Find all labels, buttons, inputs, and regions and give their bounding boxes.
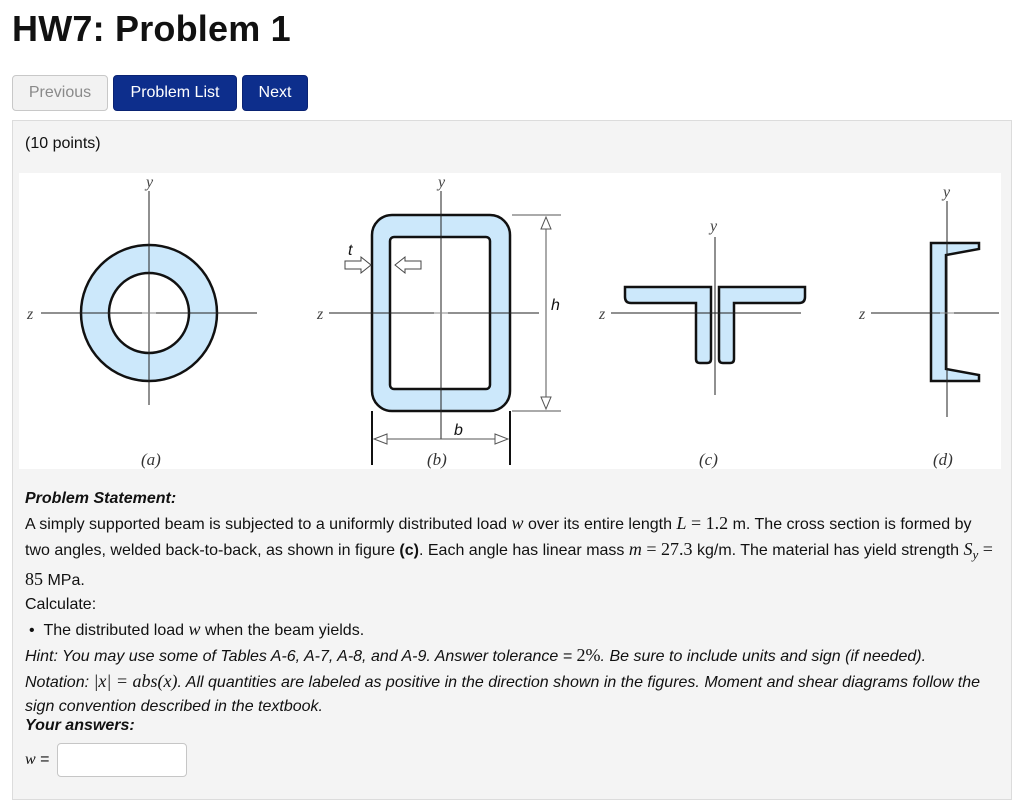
problem-list-button[interactable]: Problem List [113,75,237,111]
caption-c: (c) [699,450,718,469]
page-title: HW7: Problem 1 [12,8,291,49]
caption-a: (a) [141,450,161,469]
calculate-label: Calculate: [25,596,97,614]
value-m: = 27.3 [641,539,693,559]
figure-ref: (c) [399,542,419,559]
dim-t-label: t [348,242,353,259]
axis-y-label-d: y [943,184,951,201]
notation-abs: |x| = abs(x) [93,671,178,692]
stmt-text: m. The cross section is formed by two angles, welded back-to-back, as shown in figure [25,516,972,559]
item-text: The distributed load [43,622,189,640]
var-S-subscript: y [972,547,979,563]
caption-b: (b) [427,450,447,469]
axis-z-label-d: z [859,306,866,323]
caption-d: (d) [933,450,953,469]
var-w: w [511,513,524,533]
notation-part: Notation: [25,674,94,692]
stmt-text: MPa. [43,572,85,590]
problem-panel [12,120,1012,800]
statement-paragraph [25,511,1000,593]
hint-part: . Be sure to include units and sign (if needed). [600,648,927,666]
answer-var: w [25,751,36,768]
hint-text [25,643,1000,669]
figure-a-hollow-circle [26,174,257,469]
stmt-text: A simply supported beam is subjected to a uniformly distributed load [25,516,512,533]
answer-equals: = [35,751,50,768]
stmt-text: . Each angle has linear mass [418,542,629,559]
axis-y-label-a: y [146,174,154,191]
axis-y-label-b: y [438,174,446,191]
previous-button[interactable]: Previous [12,75,108,111]
axis-z-label-a: z [27,306,34,323]
value-Sy: = 85 [25,539,993,590]
var-S: S [963,539,973,559]
problem-nav [12,75,308,111]
var-m: m [628,539,642,559]
problem-statement [25,487,1000,719]
points-label: (10 points) [25,135,101,152]
next-button[interactable]: Next [242,75,308,111]
answer-input-w[interactable] [57,743,187,777]
answers-heading: Your answers: [25,717,135,734]
notation-text [25,669,1000,719]
calculate-item: • The distributed load w when the beam yields. [29,619,365,640]
figure-d-channel [858,184,999,469]
axis-z-label-b: z [317,306,324,323]
dim-b-label: b [454,422,463,439]
answer-label-w [25,751,49,769]
axis-y-label-c: y [710,218,718,235]
answers-section [25,717,187,777]
var-L: L [676,513,687,533]
item-text: when the beam yields. [200,622,365,640]
hint-part: Hint: You may use some of Tables A-6, A-7, A-8, and A-9. Answer tolerance = [25,648,577,666]
cross-section-figure [19,173,1001,469]
stmt-text: over its entire length [523,516,677,533]
var-w: w [188,619,201,640]
cross-section-diagram [19,173,1001,469]
answer-row-w [25,743,187,777]
axis-z-label-c: z [599,306,606,323]
stmt-text: kg/m. The material has yield strength [692,542,964,559]
notation-part: . All quantities are labeled as positive in the direction shown in the figures. Moment and shear diagrams follow the sign convention described in the textbook. [25,674,981,716]
tolerance-value: 2% [576,645,601,666]
statement-heading: Problem Statement: [25,490,177,507]
dim-h-label: h [551,297,560,314]
value-L: = 1.2 [686,513,729,533]
figure-b-rect-tube [316,174,561,469]
figure-c-double-angle [598,218,805,469]
